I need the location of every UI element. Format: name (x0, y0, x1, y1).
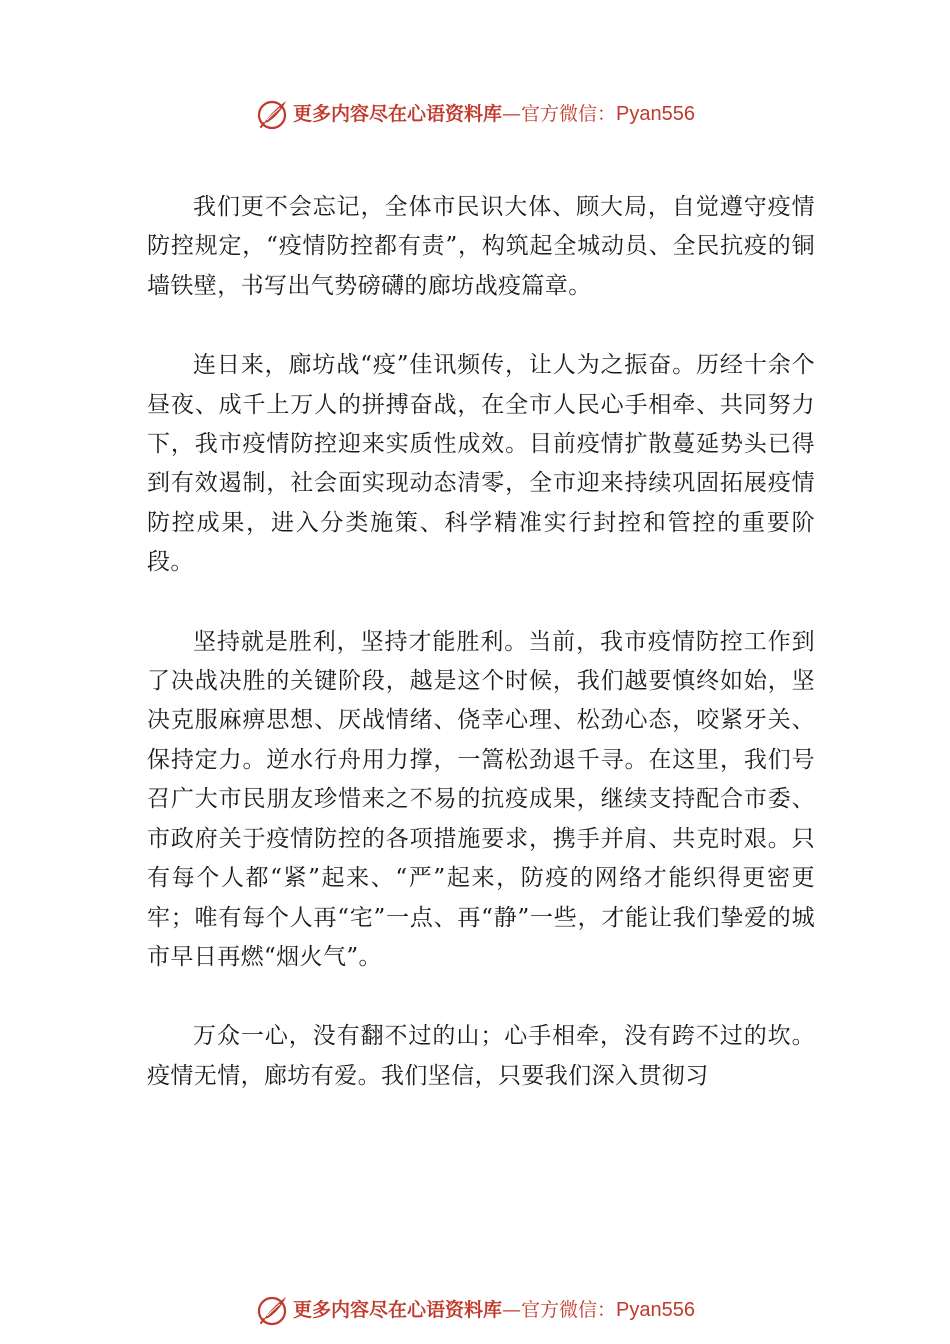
paragraph: 我们更不会忘记，全体市民识大体、顾大局，自觉遵守疫情防控规定，“疫情防控都有责”，构筑起全城动员、全民抗疫的铜墙铁壁，书写出气势磅礴的廊坊战疫篇章。 (147, 194, 815, 299)
banner-wechat-handle: Pyan556 (616, 1299, 695, 1321)
banner-wechat-handle: Pyan556 (616, 103, 695, 125)
banner-title: 更多内容尽在心语资料库 (293, 1299, 503, 1321)
article-body (147, 188, 815, 1136)
banner-title: 更多内容尽在心语资料库 (293, 103, 503, 125)
paragraph: 连日来，廊坊战“疫”佳讯频传，让人为之振奋。历经十余个昼夜、成千上万人的拼搏奋战，在全市人民心手相牵、共同努力下，我市疫情防控迎来实质性成效。目前疫情扩散蔓延势头已得到有效遏制，社会面实现动态清零，全市迎来持续巩固拓展疫情防控成果，进入分类施策、科学精准实行封控和管控的重要阶段。 (147, 352, 815, 576)
banner-wechat-label: —官方微信： (502, 1299, 617, 1321)
paragraph: 万众一心，没有翻不过的山；心手相牵，没有跨不过的坎。疫情无情，廊坊有爱。我们坚信，只要我们深入贯彻习 (147, 1023, 815, 1089)
quill-pen-logo-icon (255, 1292, 291, 1328)
header-banner (0, 94, 950, 134)
paragraph: 坚持就是胜利，坚持才能胜利。当前，我市疫情防控工作到了决战决胜的关键阶段，越是这个时候，我们越要慎终如始，坚决克服麻痹思想、厌战情绪、侥幸心理、松劲心态，咬紧牙关、保持定力。逆水行舟用力撑，一篙松劲退千寻。在这里，我们号召广大市民朋友珍惜来之不易的抗疫成果，继续支持配合市委、市政府关于疫情防控的各项措施要求，携手并肩、共克时艰。只有每个人都“紧”起来、“严”起来，防疫的网络才能织得更密更牢；唯有每个人再“宅”一点、再“静”一些，才能让我们挚爱的城市早日再燃“烟火气”。 (147, 628, 815, 970)
banner-wechat-label: —官方微信： (502, 103, 617, 125)
quill-pen-logo-icon (255, 96, 291, 132)
footer-banner (0, 1290, 950, 1330)
